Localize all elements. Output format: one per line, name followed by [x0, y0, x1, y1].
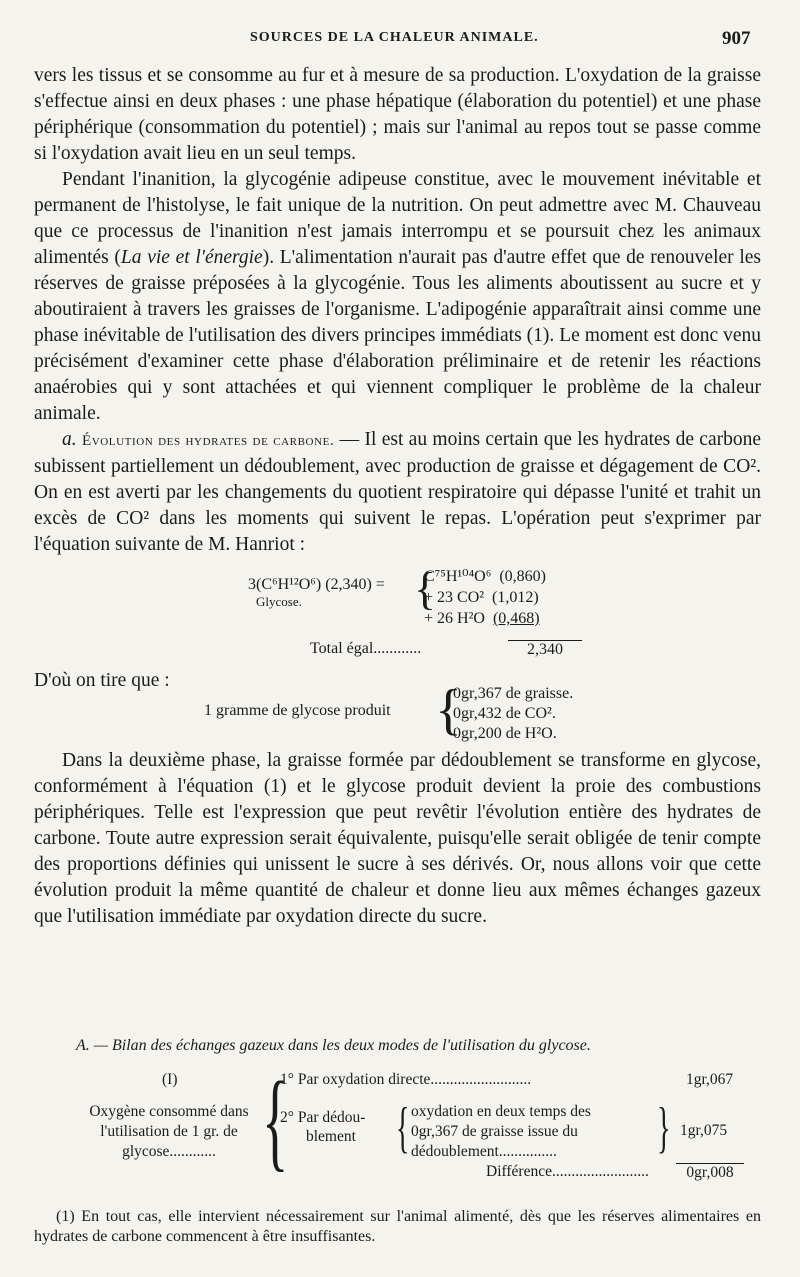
- equation-value: (0,468): [492, 610, 540, 627]
- equation-row: [424, 587, 546, 608]
- equation-left-label: Glycose.: [256, 594, 302, 609]
- row-label-line: Oxygène consommé dans: [89, 1103, 249, 1120]
- equation-value: (1,012): [492, 589, 539, 606]
- equation-right: [424, 566, 546, 629]
- gram-label: 1 gramme de glycose produit: [204, 702, 391, 719]
- gram-items: [453, 684, 573, 744]
- total-value: 2,340: [508, 640, 582, 659]
- description-line: 0gr,367 de graisse issue du: [411, 1123, 578, 1140]
- equation-formula: + 23 CO²: [424, 589, 485, 606]
- page-header: [0, 28, 800, 52]
- table-big-brace: {: [262, 1059, 289, 1181]
- row-label-line: glycose............: [122, 1143, 216, 1160]
- running-head: SOURCES DE LA CHALEUR ANIMALE.: [250, 30, 539, 45]
- paragraph-2-part-a: Pendant l'inanition, la glycogénie adipeuse constitue, avec le mouvement inévitable et permanent de l'histolyse, le fait unique de la nutrition. On peut admettre avec M. Chauveau que ce processus de l'inanition n'est jamais interrompu et se poursuit chez les animaux alimentés (: [34, 169, 761, 268]
- paragraph-4: Dans la deuxième phase, la graisse formée par dédoublement se transforme en glycose, conformément à l'équation (1) et le glycose produit devient la proie des combustions périphériques. Telle est l'expression que peut revêtir l'évolution entière des hydrates de carbone. Toute autre expression serait équivalente, puisqu'elle serait obligée de tenir compte des proportions définies qui unissent le sucre à ses dérivés. Or, nous allons voir que cette évolution produit la même quantité de chaleur et donne lieu aux mêmes échanges gazeux que l'utilisation immédiate par oxydation directe du sucre.: [34, 750, 761, 927]
- table-row-label: [74, 1102, 264, 1162]
- equation-block: [34, 563, 761, 640]
- equation-row: [424, 608, 546, 629]
- book-title: La vie et l'énergie: [120, 247, 263, 268]
- footnote: (1) En tout cas, elle intervient nécessairement sur l'animal alimenté, dès que les réserves alimentaires en hydrates de carbone commencent à être insuffisantes.: [34, 1208, 761, 1245]
- mode-2-description: [411, 1102, 656, 1162]
- gram-brace: {: [435, 679, 462, 741]
- mode-2-value: 1gr,075: [680, 1122, 728, 1139]
- equation-brace: {: [414, 563, 437, 614]
- description-line: oxydation en deux temps des: [411, 1103, 591, 1120]
- body-text: [34, 63, 761, 930]
- don-on-line: D'où on tire que :: [34, 670, 170, 691]
- mode-2-label-cont: blement: [306, 1128, 356, 1145]
- row-label-line: l'utilisation de 1 gr. de: [100, 1123, 238, 1140]
- equation-total: [34, 640, 761, 664]
- gram-item: 0gr,200 de H²O.: [453, 725, 557, 742]
- equation-formula: C⁷⁵H¹⁰⁴O⁶: [424, 568, 492, 585]
- paragraph-2: [34, 167, 761, 427]
- equation-left: [248, 576, 385, 610]
- difference-label: Différence.........................: [486, 1163, 649, 1180]
- section-title: Évolution des hydrates de carbone.: [81, 433, 335, 449]
- mode-1-value: 1gr,067: [686, 1071, 734, 1088]
- paragraph-3-text: — Il est au moins certain que les hydrates de carbone subissent partiellement un dédoublement, avec production de graisse et dégagement de CO². On en est averti par les changements du quotient respiratoire qui dépasse l'unité et trahit un excès de CO² dans les moments qui suivent le repas. L'opération peut s'exprimer par l'équation suivante de M. Hanriot :: [34, 429, 762, 555]
- paragraph-1: vers les tissus et se consomme au fur et à mesure de sa production. L'oxydation de la graisse s'effectue ainsi en deux phases : une phase hépatique (élaboration du potentiel) et une phase périphérique (consommation du potentiel) ; mais sur l'animal au repos tout se passe comme si l'oxydation avait lieu en un seul temps.: [34, 65, 761, 164]
- total-label: Total égal............: [310, 640, 422, 657]
- paragraph-2-part-b: ). L'alimentation n'aurait pas d'autre effet que de renouveler les réserves de graisse préposées à la glycogénie. Tous les aliments aboutissent au sucre et y aboutiraient à travers les graisses de l'organisme. L'adipogénie apparaîtrait ainsi comme une phase inévitable de l'utilisation des divers principes immédiats (1). Le moment est donc venu précisément d'examiner cette phase d'élaboration préliminaire et de retenir les réactions anaérobies qui y sont attachées et qui viennent compliquer le problème de la chaleur animale.: [34, 247, 761, 424]
- table-column-i: (I): [162, 1071, 178, 1088]
- gram-item: 0gr,367 de graisse.: [453, 685, 574, 702]
- mode-2-closing-brace: }: [657, 1097, 671, 1159]
- equation-formula: + 26 H²O: [424, 610, 485, 627]
- mode-2-label: 2° Par dédou-: [280, 1109, 366, 1126]
- mode-2-brace: {: [396, 1097, 410, 1159]
- equation-row: [424, 566, 546, 587]
- mode-1-label: 1° Par oxydation directe..........................: [280, 1071, 532, 1088]
- balance-table: [74, 1059, 774, 1198]
- table-caption: A. — Bilan des échanges gazeux dans les deux modes de l'utilisation du glycose.: [76, 1037, 591, 1054]
- difference-value: 0gr,008: [676, 1163, 744, 1182]
- equation-value: (0,860): [499, 568, 546, 585]
- page-number: 907: [722, 28, 751, 49]
- gram-item: 0gr,432 de CO².: [453, 705, 556, 722]
- section-marker: a.: [62, 429, 77, 450]
- paragraph-3: [34, 427, 761, 558]
- equation-left-formula: 3(C⁶H¹²O⁶) (2,340) =: [248, 576, 385, 593]
- description-line: dédoublement...............: [411, 1143, 557, 1160]
